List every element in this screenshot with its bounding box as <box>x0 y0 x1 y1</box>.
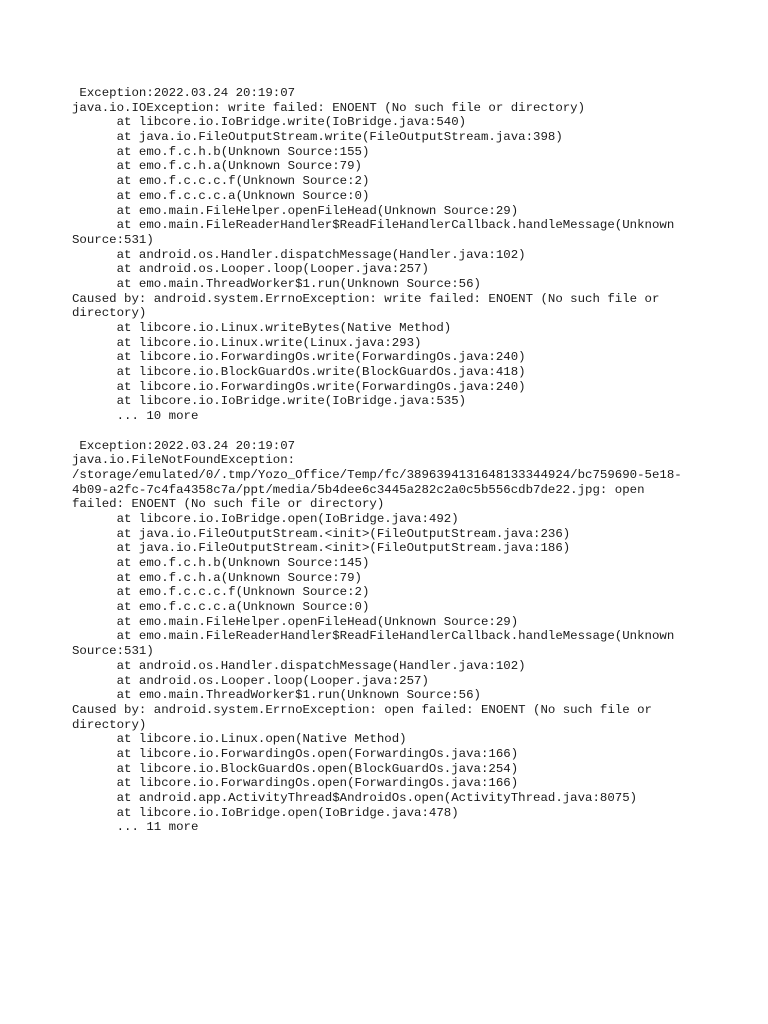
log-line: /storage/emulated/0/.tmp/Yozo_Office/Temp/fc/3896394131648133344924/bc759690-5e18- <box>72 467 682 482</box>
log-line: Source:531) <box>72 644 154 659</box>
log-line: at libcore.io.BlockGuardOs.open(BlockGuardOs.java:254) <box>72 761 519 776</box>
log-line: at emo.f.c.h.b(Unknown Source:145) <box>72 556 370 570</box>
log-line: at emo.f.c.c.c.a(Unknown Source:0) <box>72 188 370 203</box>
log-line: at emo.f.c.c.c.f(Unknown Source:2) <box>72 174 370 189</box>
log-line: 4b09-a2fc-7c4fa4358c7a/ppt/media/5b4dee6c3445a282c2a0c5b556cdb7de22.jpg: open <box>72 482 645 497</box>
log-line: at emo.main.FileHelper.openFileHead(Unknown Source:29) <box>72 203 519 218</box>
log-line: at libcore.io.IoBridge.write(IoBridge.java:540) <box>72 115 467 130</box>
log-line: at emo.f.c.h.a(Unknown Source:79) <box>72 570 362 585</box>
log-line: directory) <box>72 306 147 321</box>
log-line: at emo.f.c.c.c.f(Unknown Source:2) <box>72 585 370 600</box>
log-line: ... 10 more <box>72 409 199 424</box>
log-line: Source:531) <box>72 232 154 247</box>
log-line: at libcore.io.ForwardingOs.open(ForwardingOs.java:166) <box>72 746 519 761</box>
log-line: Exception:2022.03.24 20:19:07 <box>72 438 296 453</box>
log-line: at emo.main.FileReaderHandler$ReadFileHandlerCallback.handleMessage(Unknown <box>72 218 675 233</box>
log-line: Caused by: android.system.ErrnoException: open failed: ENOENT (No such file or <box>72 702 652 717</box>
log-line: at libcore.io.Linux.open(Native Method) <box>72 732 407 747</box>
log-line: at emo.main.ThreadWorker$1.run(Unknown Source:56) <box>72 688 481 703</box>
document-page <box>72 86 692 835</box>
log-line: at emo.main.ThreadWorker$1.run(Unknown Source:56) <box>72 276 481 291</box>
log-line: at emo.f.c.c.c.a(Unknown Source:0) <box>72 600 370 615</box>
log-line: Exception:2022.03.24 20:19:07 <box>72 86 296 100</box>
log-line: at android.os.Handler.dispatchMessage(Handler.java:102) <box>72 658 526 673</box>
log-line: at android.os.Handler.dispatchMessage(Handler.java:102) <box>72 247 526 262</box>
log-line: Caused by: android.system.ErrnoException: write failed: ENOENT (No such file or <box>72 291 660 306</box>
log-line: at java.io.FileOutputStream.<init>(FileOutputStream.java:186) <box>72 541 571 556</box>
log-line: at android.os.Looper.loop(Looper.java:257) <box>72 673 429 688</box>
log-line: java.io.FileNotFoundException: <box>72 453 296 468</box>
log-line: at libcore.io.IoBridge.open(IoBridge.java:478) <box>72 805 459 820</box>
log-line: directory) <box>72 717 147 732</box>
log-line: at emo.main.FileHelper.openFileHead(Unknown Source:29) <box>72 614 519 629</box>
exception-block-2 <box>72 439 692 836</box>
log-line: at libcore.io.Linux.write(Linux.java:293) <box>72 335 422 350</box>
log-line: failed: ENOENT (No such file or directory) <box>72 497 385 512</box>
log-line: java.io.IOException: write failed: ENOENT (No such file or directory) <box>72 100 586 115</box>
log-line: at libcore.io.ForwardingOs.open(ForwardingOs.java:166) <box>72 776 519 791</box>
log-line: at libcore.io.ForwardingOs.write(ForwardingOs.java:240) <box>72 379 526 394</box>
log-line: at android.app.ActivityThread$AndroidOs.open(ActivityThread.java:8075) <box>72 791 638 805</box>
log-line: at emo.f.c.h.b(Unknown Source:155) <box>72 144 370 159</box>
log-line: at java.io.FileOutputStream.write(FileOutputStream.java:398) <box>72 130 563 145</box>
log-line: at emo.main.FileReaderHandler$ReadFileHandlerCallback.handleMessage(Unknown <box>72 629 675 644</box>
log-line: at android.os.Looper.loop(Looper.java:257) <box>72 262 429 277</box>
log-line: at libcore.io.IoBridge.open(IoBridge.java:492) <box>72 511 459 526</box>
log-line: at libcore.io.ForwardingOs.write(ForwardingOs.java:240) <box>72 350 526 365</box>
log-line: at emo.f.c.h.a(Unknown Source:79) <box>72 159 362 174</box>
log-line: at libcore.io.IoBridge.write(IoBridge.java:535) <box>72 394 467 409</box>
exception-block-1 <box>72 86 692 424</box>
log-line: at libcore.io.BlockGuardOs.write(BlockGuardOs.java:418) <box>72 365 526 380</box>
log-line: at java.io.FileOutputStream.<init>(FileOutputStream.java:236) <box>72 526 571 541</box>
log-line: ... 11 more <box>72 820 199 835</box>
log-line: at libcore.io.Linux.writeBytes(Native Method) <box>72 321 452 335</box>
